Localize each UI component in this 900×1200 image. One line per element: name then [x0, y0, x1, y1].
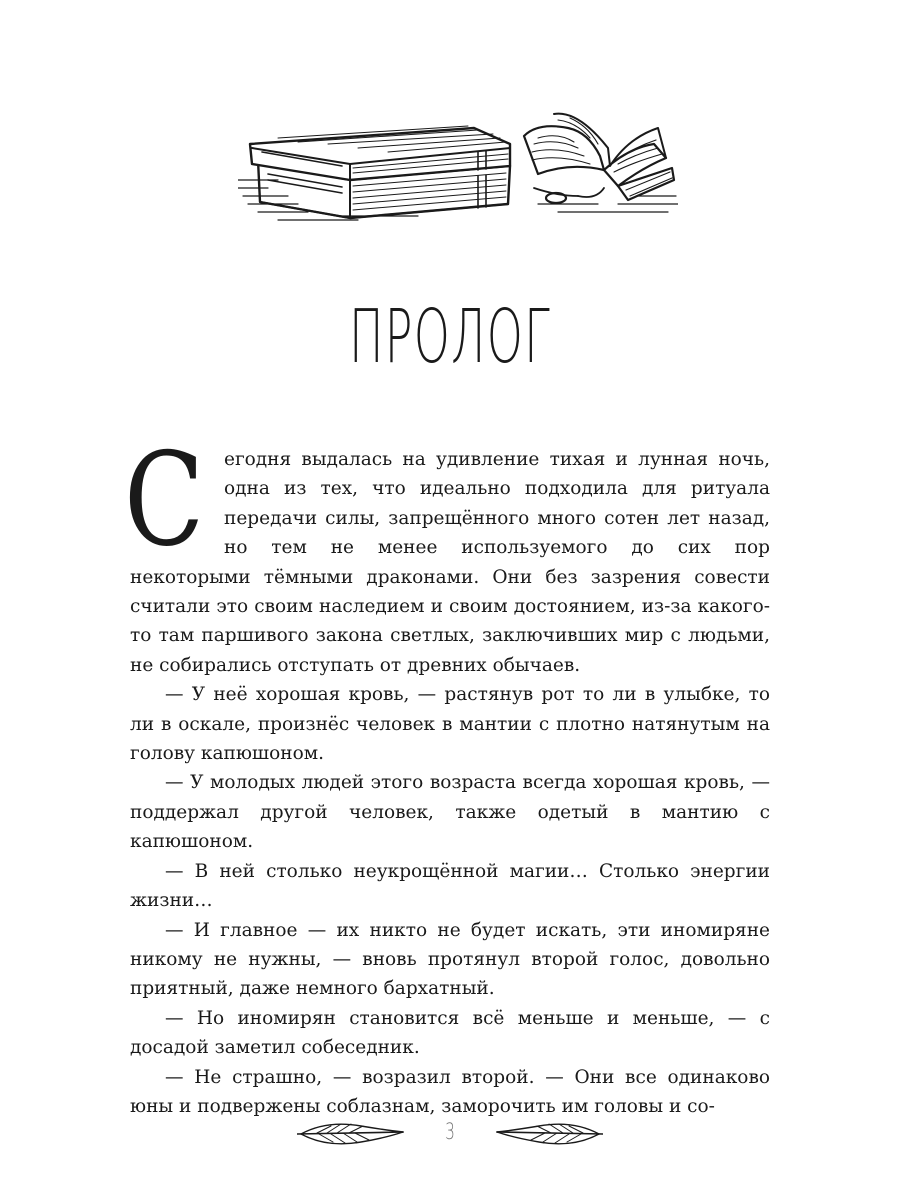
- feather-right-icon: [495, 1118, 603, 1148]
- chapter-title: ПРОЛОГ: [349, 294, 551, 380]
- paragraph-text: егодня выдалась на удивление тихая и лунная ночь, одна из тех, что идеально подходила для ритуала передачи силы, запрещённого много сотен лет назад, но тем не менее используемого до сих пор некоторыми тёмными драконами. Они без зазрения совести считали это своим наследием и своим достоянием, из-за какого-то там паршивого закона светлых, заключивших мир с людьми, не собирались отступать от древних обычаев.: [130, 449, 770, 676]
- paragraph: — У неё хорошая кровь, — растянув рот то ли в улыбке, то ли в оскале, произнёс человек в мантии с плотно натянутым на голову капюшоном.: [130, 684, 770, 765]
- paragraph: [124, 426, 770, 680]
- page-number: 3: [445, 1120, 455, 1145]
- paragraph: — У молодых людей этого возраста всегда хорошая кровь, — поддержал другой человек, также одетый в мантию с капюшоном.: [130, 772, 770, 853]
- drop-cap: С: [124, 426, 205, 575]
- paragraph: — Но иномирян становится всё меньше и меньше, — с досадой заметил собеседник.: [130, 1007, 770, 1059]
- books-illustration: [238, 108, 678, 230]
- body-text: [124, 426, 770, 1121]
- paragraph: — В ней столько неукрощённой магии… Столько энергии жизни…: [130, 860, 770, 912]
- paragraph: — Не страшно, — возразил второй. — Они все одинаково юны и подвержены соблазнам, заморочить им головы и со-: [130, 1066, 770, 1117]
- page-footer: [0, 1118, 900, 1158]
- paragraph: — И главное — их никто не будет искать, эти иномиряне никому не нужны, — вновь протянул второй голос, довольно приятный, даже немного бархатный.: [130, 919, 770, 1000]
